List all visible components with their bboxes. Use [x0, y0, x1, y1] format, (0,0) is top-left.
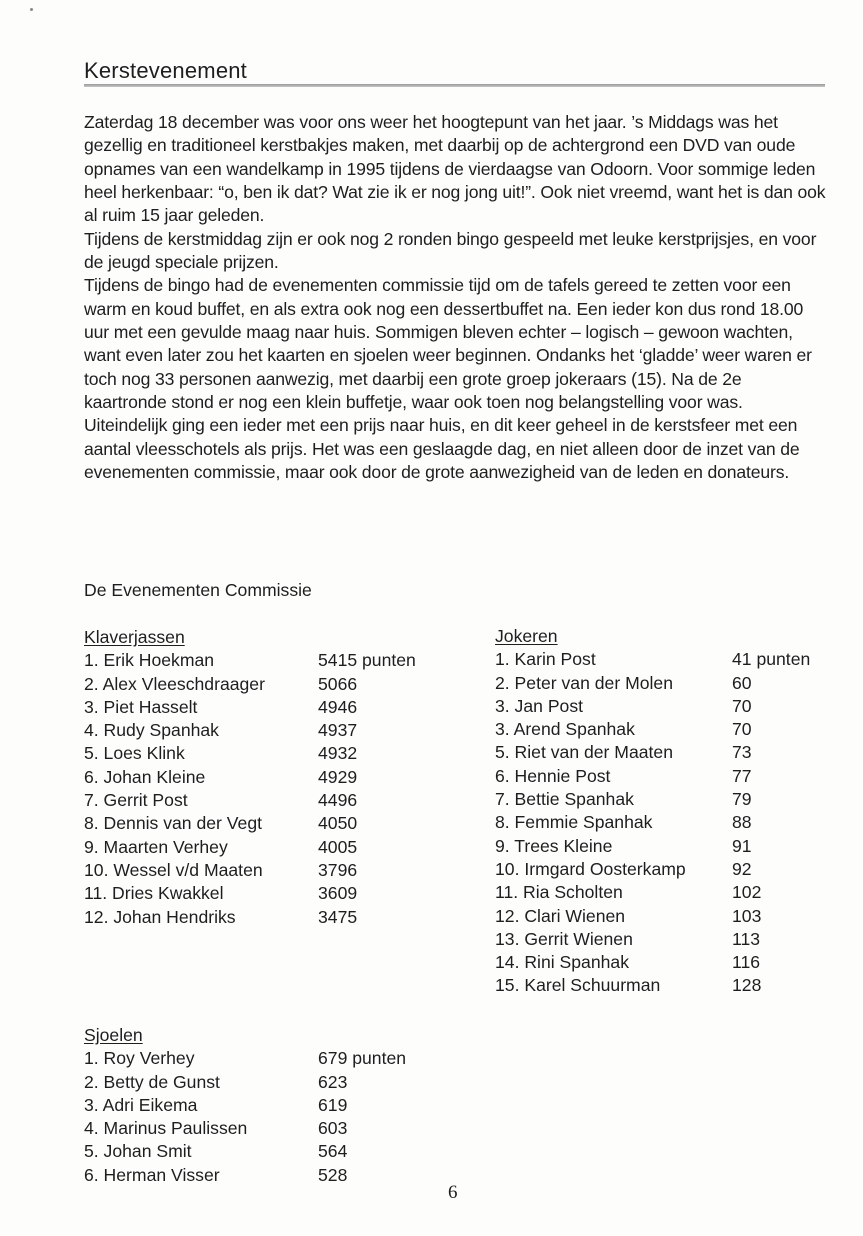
- paragraph: Zaterdag 18 december was voor ons weer het hoogtepunt van het jaar. ’s Middags was het gezellig en traditioneel kerstbakjes maken, met daarbij op de achtergrond een DVD van oude opnames van een wandelkamp in 1995 tijdens de vierdaagse van Odoorn. Voor sommige leden heel herkenbaar: “o, ben ik dat? Wat zie ik er nog jong uit!”. Ook niet vreemd, want het is dan ook al ruim 15 jaar geleden.: [84, 112, 826, 226]
- participant-score: 4050: [318, 813, 358, 834]
- participant-score: 4005: [318, 836, 358, 857]
- klaverjassen-row: [84, 719, 464, 742]
- participant-score: 88: [732, 812, 752, 833]
- sjoelen-row: [84, 1117, 464, 1140]
- sjoelen-row: [84, 1094, 464, 1117]
- participant-name: 6. Herman Visser: [84, 1164, 220, 1185]
- participant-name: 3. Arend Spanhak: [495, 719, 635, 740]
- participant-score: 102: [732, 882, 762, 903]
- klaverjassen-row: [84, 649, 464, 672]
- jokeren-row: [495, 974, 835, 997]
- participant-name: 9. Maarten Verhey: [84, 836, 228, 857]
- participant-score: 60: [732, 672, 752, 693]
- klaverjassen-row: [84, 859, 464, 882]
- klaverjassen-row: [84, 812, 464, 835]
- sjoelen-row: [84, 1047, 464, 1070]
- jokeren-row: [495, 648, 835, 671]
- klaverjassen-row: [84, 836, 464, 859]
- jokeren-row: [495, 741, 835, 764]
- jokeren-row: [495, 788, 835, 811]
- participant-score: 70: [732, 719, 752, 740]
- klaverjassen-row: [84, 673, 464, 696]
- klaverjassen-row: [84, 882, 464, 905]
- sjoelen-row: [84, 1164, 464, 1187]
- participant-name: 2. Betty de Gunst: [84, 1071, 220, 1092]
- participant-name: 12. Johan Hendriks: [84, 906, 236, 927]
- sjoelen-row: [84, 1140, 464, 1163]
- participant-score: 4929: [318, 766, 358, 787]
- participant-name: 15. Karel Schuurman: [495, 975, 661, 996]
- jokeren-row: [495, 835, 835, 858]
- participant-score: 619: [318, 1094, 348, 1115]
- participant-name: 4. Marinus Paulissen: [84, 1118, 248, 1139]
- participant-score: 4937: [318, 720, 358, 741]
- participant-name: 13. Gerrit Wienen: [495, 928, 633, 949]
- sjoelen-list: [84, 1047, 464, 1187]
- participant-score: 113: [732, 928, 761, 949]
- participant-score: 91: [732, 835, 752, 856]
- sjoelen-title: Sjoelen: [84, 1025, 143, 1045]
- participant-score: 103: [732, 905, 762, 926]
- participant-name: 9. Trees Kleine: [495, 835, 613, 856]
- participant-name: 8. Dennis van der Vegt: [84, 813, 263, 834]
- jokeren-row: [495, 858, 835, 881]
- participant-score: 73: [732, 742, 752, 763]
- paragraph: Tijdens de kerstmiddag zijn er ook nog 2 ronden bingo gespeeld met leuke kerstprijsjes, en voor de jeugd speciale prijzen.: [84, 228, 817, 273]
- page-number: 6: [448, 1182, 458, 1203]
- participant-score: 3475: [318, 906, 358, 927]
- participant-name: 5. Loes Klink: [84, 743, 185, 764]
- klaverjassen-list: [84, 649, 464, 929]
- participant-name: 7. Gerrit Post: [84, 790, 188, 811]
- participant-score: 5066: [318, 673, 358, 694]
- participant-score: 41 punten: [732, 649, 811, 670]
- participant-score: 92: [732, 858, 752, 879]
- participant-name: 14. Rini Spanhak: [495, 952, 629, 973]
- participant-name: 10. Wessel v/d Maaten: [84, 859, 263, 880]
- heading-rule: [84, 84, 825, 87]
- participant-name: 12. Clari Wienen: [495, 905, 626, 926]
- participant-score: 5415 punten: [318, 650, 416, 671]
- klaverjassen-title: Klaverjassen: [84, 627, 185, 647]
- participant-name: 1. Karin Post: [495, 649, 596, 670]
- participant-name: 8. Femmie Spanhak: [495, 812, 653, 833]
- jokeren-row: [495, 905, 835, 928]
- jokeren-row: [495, 928, 835, 951]
- jokeren-row: [495, 695, 835, 718]
- paragraph: Uiteindelijk ging een ieder met een prijs naar huis, en dit keer geheel in de kerstsfeer met een aantal vleesschotels als prijs. Het was een geslaagde dag, en niet alleen door de inzet van de evenementen commissie, maar ook door de grote aanwezigheid van de leden en donateurs.: [84, 415, 800, 483]
- participant-score: 128: [732, 975, 762, 996]
- participant-name: 5. Riet van der Maaten: [495, 742, 673, 763]
- participant-name: 1. Erik Hoekman: [84, 650, 215, 671]
- participant-name: 2. Alex Vleeschdraager: [84, 673, 265, 694]
- participant-name: 7. Bettie Spanhak: [495, 789, 634, 810]
- klaverjassen-row: [84, 789, 464, 812]
- participant-score: 679 punten: [318, 1048, 407, 1069]
- participant-score: 528: [318, 1164, 348, 1185]
- jokeren-row: [495, 811, 835, 834]
- article-body: [84, 111, 826, 485]
- participant-name: 3. Adri Eikema: [84, 1094, 198, 1115]
- participant-name: 3. Jan Post: [495, 695, 584, 716]
- paragraph: Tijdens de bingo had de evenementen commissie tijd om de tafels gereed te zetten voor een warm en koud buffet, en als extra ook nog een dessertbuffet na. Een ieder kon dus rond 18.00 uur met een gevulde maag naar huis. Sommigen bleven echter – logisch – gewoon wachten, want even later zou het kaarten en sjoelen weer beginnen. Ondanks het ‘gladde’ weer waren er toch nog 33 personen aanwezig, met daarbij een grote groep jokeraars (15). Na de 2e kaartronde stond er nog een klein buffetje, waar ook toen nog belangstelling voor was.: [84, 275, 812, 413]
- participant-name: 1. Roy Verhey: [84, 1048, 195, 1069]
- participant-score: 3796: [318, 859, 358, 880]
- jokeren-row: [495, 718, 835, 741]
- participant-score: 564: [318, 1141, 348, 1162]
- scan-speck: [30, 8, 33, 11]
- sjoelen-row: [84, 1071, 464, 1094]
- participant-score: 4946: [318, 696, 358, 717]
- participant-name: 6. Johan Kleine: [84, 766, 206, 787]
- participant-name: 6. Hennie Post: [495, 765, 611, 786]
- jokeren-list: [495, 648, 835, 997]
- participant-score: 77: [732, 765, 752, 786]
- klaverjassen-row: [84, 696, 464, 719]
- jokeren-row: [495, 765, 835, 788]
- klaverjassen-row: [84, 742, 464, 765]
- participant-score: 603: [318, 1118, 348, 1139]
- jokeren-title: Jokeren: [495, 626, 558, 646]
- participant-score: 70: [732, 695, 752, 716]
- participant-score: 79: [732, 789, 752, 810]
- klaverjassen-row: [84, 906, 464, 929]
- sjoelen-results: [84, 1024, 464, 1187]
- klaverjassen-results: [84, 626, 464, 929]
- participant-score: 623: [318, 1071, 348, 1092]
- participant-name: 10. Irmgard Oosterkamp: [495, 858, 686, 879]
- article-heading: Kerstevenement: [84, 58, 247, 83]
- participant-score: 116: [732, 952, 761, 973]
- participant-name: 2. Peter van der Molen: [495, 672, 673, 693]
- participant-score: 4496: [318, 790, 358, 811]
- jokeren-row: [495, 672, 835, 695]
- participant-name: 4. Rudy Spanhak: [84, 720, 219, 741]
- signature: De Evenementen Commissie: [84, 580, 312, 600]
- klaverjassen-row: [84, 766, 464, 789]
- participant-score: 3609: [318, 883, 358, 904]
- participant-score: 4932: [318, 743, 358, 764]
- jokeren-results: [495, 625, 835, 998]
- participant-name: 5. Johan Smit: [84, 1141, 192, 1162]
- jokeren-row: [495, 951, 835, 974]
- participant-name: 11. Dries Kwakkel: [84, 883, 224, 904]
- participant-name: 11. Ria Scholten: [495, 882, 623, 903]
- participant-name: 3. Piet Hasselt: [84, 696, 198, 717]
- jokeren-row: [495, 881, 835, 904]
